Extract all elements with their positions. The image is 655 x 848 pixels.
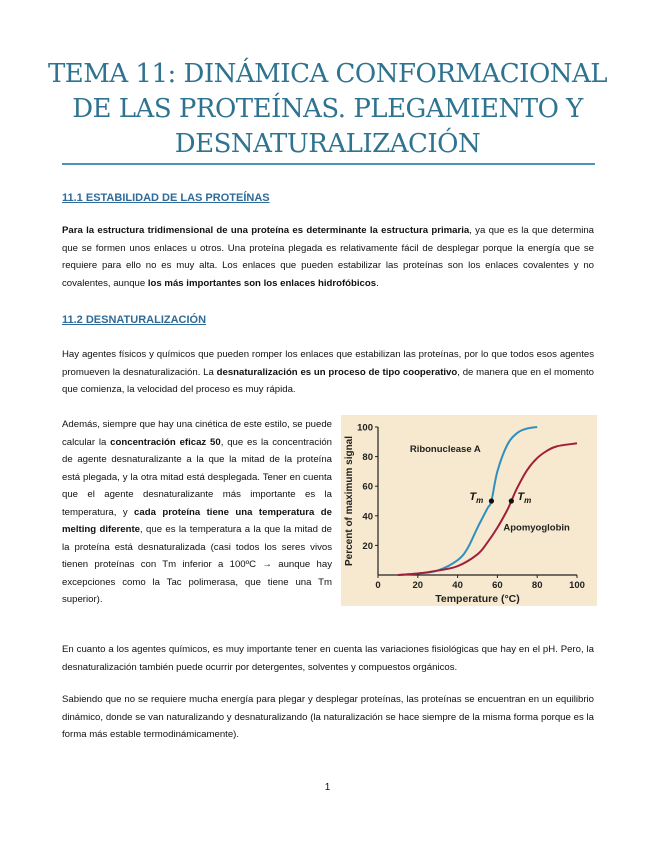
- series-label-ribonuclease-a: Ribonuclease A: [409, 444, 481, 456]
- y-tick-label: 80: [362, 452, 373, 464]
- tm-label: $T_m$: [469, 491, 484, 505]
- y-axis-label: Percent of maximum signal: [344, 435, 355, 567]
- body-text: , que es la temperatura a la que la mitad de la proteína está desnaturalizada (casi todos los seres vivos tienen proteínas con Tm inferior a 100ºC → aunque hay excepciones como la Tac polimerasa, que tiene una Tm superior).: [62, 524, 333, 605]
- body-text: Además, siempre que hay una cinética de este estilo, se puede calcular la: [62, 419, 332, 448]
- tm-subscript: m: [524, 496, 532, 505]
- body-text: .: [376, 277, 379, 289]
- page-number: 1: [324, 782, 331, 793]
- bold-text: Para la estructura tridimensional de una proteína es determinante la estructura primaria: [62, 225, 470, 236]
- body-text: , ya que es la que determina que se formen unos enlaces u otros. Una proteína plegada es relativamente fácil de desplegar porque la energía que se requiere para ello no es muy alta. Los enlaces que pueden estabilizar las proteínas son los enlaces covalentes y no covalentes, aunque: [62, 225, 594, 289]
- body-text: Hay agentes físicos y químicos que pueden romper los enlaces que estabilizan las proteínas, por lo que todos esos agentes promueven la desnaturalización. La: [62, 349, 594, 378]
- melting-curve-figure: [341, 415, 597, 606]
- x-axis-label: Temperature (°C): [435, 593, 520, 605]
- body-text: , de manera que en el momento que comienza, la velocidad del proceso es muy rápida.: [62, 366, 594, 395]
- x-tick-label: 20: [412, 580, 424, 591]
- tm-point-apomyoglobin: [509, 498, 514, 503]
- bold-text: concentración eficaz 50: [110, 436, 221, 448]
- y-tick-label: 40: [362, 511, 373, 523]
- section-heading-desnaturalizacion: 11.2 DESNATURALIZACIÓN: [62, 314, 207, 326]
- x-tick-label: 100: [569, 580, 585, 591]
- tm-point-ribonuclease-a: [489, 498, 494, 503]
- x-tick-label: 80: [531, 580, 543, 591]
- title-line-2: DE LAS PROTEÍNAS. PLEGAMIENTO Y: [72, 94, 583, 124]
- tm-label: $T_m$: [517, 491, 532, 505]
- title-divider: [62, 163, 595, 165]
- melting-curve-chart: [341, 415, 597, 606]
- x-tick-label: 60: [492, 580, 503, 591]
- tm-subscript: m: [476, 496, 484, 505]
- bold-text: los más importantes son los enlaces hidrofóbicos: [147, 277, 377, 289]
- title-line-1: TEMA 11: DINÁMICA CONFORMACIONAL: [47, 59, 608, 89]
- paragraph-equilibrio: Sabiendo que no se requiere mucha energía para plegar y desplegar proteínas, las proteínas se encuentran en un equilibrio dinámico, donde se van naturalizando y desnaturalizando (la naturalización se hace siempre de la misma forma porque es la forma más estable termodinámicamente).: [62, 694, 594, 740]
- paragraph-estabilidad: [62, 222, 594, 292]
- title-line-3: DESNATURALIZACIÓN: [174, 129, 481, 159]
- y-tick-label: 60: [362, 481, 373, 493]
- y-tick-label: 20: [362, 540, 373, 552]
- paragraph-agentes-quimicos: En cuanto a los agentes químicos, es muy importante tener en cuenta las variaciones fisiológicas que hay en el pH. Pero, la desnaturalización también puede ocurrir por detergentes, solventes y compuestos orgánicos.: [62, 644, 594, 673]
- series-label-apomyoglobin: Apomyoglobin: [503, 522, 570, 534]
- y-tick-label: 100: [357, 422, 373, 434]
- bold-text: desnaturalización es un proceso de tipo cooperativo: [216, 366, 458, 378]
- bold-text: cada proteína tiene una temperatura de melting diferente: [62, 506, 332, 535]
- paragraph-agentes: [62, 346, 594, 399]
- section-heading-estabilidad: 11.1 ESTABILIDAD DE LAS PROTEÍNAS: [62, 192, 270, 204]
- document-title: [40, 57, 615, 162]
- x-tick-label: 40: [452, 580, 463, 591]
- x-tick-label: 0: [375, 580, 381, 591]
- paragraph-concentracion: [62, 416, 332, 609]
- body-text: , que es la concentración de agente desnaturalizante a la que la mitad de la proteína está plegada, y la otra mitad está desplegada. Tener en cuenta que el agente desnaturalizante más importante es la temperatura, y: [62, 436, 332, 518]
